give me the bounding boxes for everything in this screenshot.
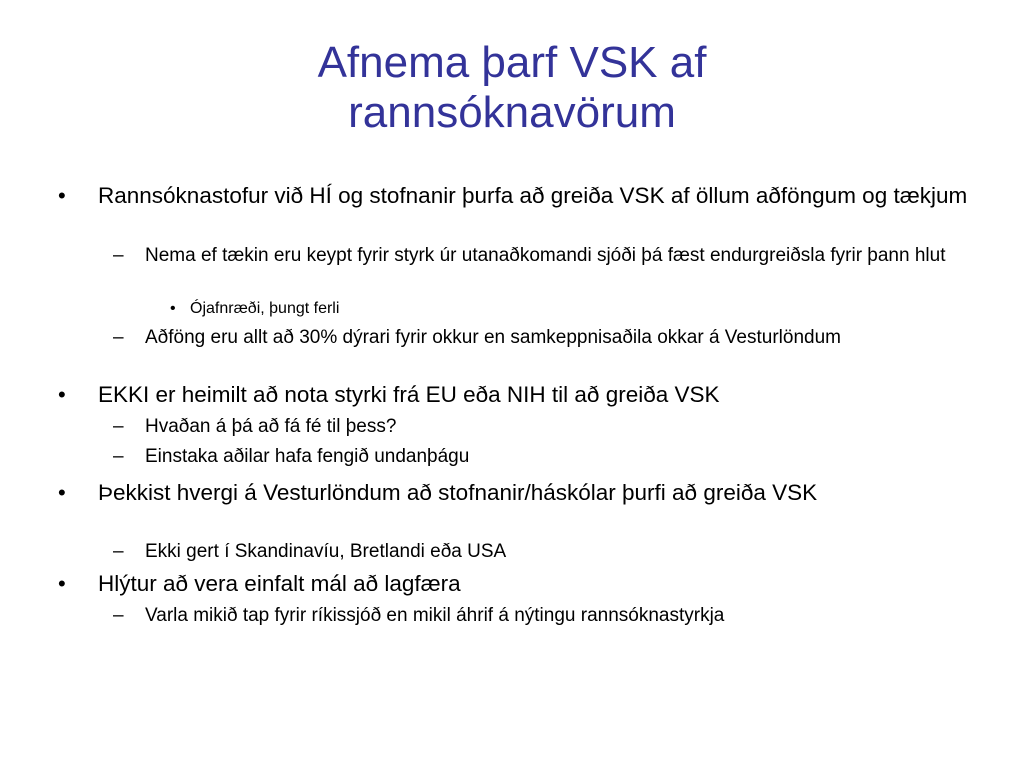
sub-bullet-item (113, 446, 965, 467)
bullet-marker: • (58, 183, 66, 208)
sub-bullet-text: Varla mikið tap fyrir ríkissjóð en mikil áhrif á nýtingu rannsóknastyrkja (145, 605, 725, 626)
bullet-item (58, 382, 978, 407)
sub-bullet-text: Ekki gert í Skandinavíu, Bretlandi eða USA (145, 541, 507, 562)
sub-sub-bullet-text: Ójafnræði, þungt ferli (190, 300, 340, 317)
sub-sub-bullet-item (170, 299, 970, 318)
sub-bullet-text: Einstaka aðilar hafa fengið undanþágu (145, 446, 470, 467)
bullet-text: EKKI er heimilt að nota styrki frá EU eða NIH til að greiða VSK (98, 382, 720, 407)
sub-bullet-item (113, 416, 965, 437)
small-bullet-marker: • (170, 300, 176, 317)
dash-marker: – (113, 245, 124, 266)
sub-bullet-item (113, 541, 965, 562)
bullet-item (58, 183, 978, 208)
sub-bullet-item (113, 605, 965, 626)
sub-bullet-text: Nema ef tækin eru keypt fyrir styrk úr utanaðkomandi sjóði þá fæst endurgreiðsla fyrir þann hlut (145, 245, 946, 266)
bullet-item (58, 571, 978, 596)
dash-marker: – (113, 541, 124, 562)
dash-marker: – (113, 416, 124, 437)
sub-bullet-text: Aðföng eru allt að 30% dýrari fyrir okkur en samkeppnisaðila okkar á Vesturlöndum (145, 327, 841, 348)
sub-bullet-item (113, 245, 965, 266)
slide-title-line-2: rannsóknavörum (348, 88, 676, 137)
dash-marker: – (113, 327, 124, 348)
bullet-text: Hlýtur að vera einfalt mál að lagfæra (98, 571, 461, 596)
sub-bullet-text: Hvaðan á þá að fá fé til þess? (145, 416, 397, 437)
bullet-text: Rannsóknastofur við HÍ og stofnanir þurfa að greiða VSK af öllum aðföngum og tækjum (98, 183, 968, 208)
dash-marker: – (113, 605, 124, 626)
bullet-marker: • (58, 480, 66, 505)
bullet-marker: • (58, 382, 66, 407)
sub-bullet-item (113, 327, 965, 348)
bullet-item (58, 480, 978, 505)
dash-marker: – (113, 446, 124, 467)
bullet-marker: • (58, 571, 66, 596)
bullet-text: Þekkist hvergi á Vesturlöndum að stofnanir/háskólar þurfi að greiða VSK (98, 480, 818, 505)
slide-title-line-1: Afnema þarf VSK af (317, 38, 707, 87)
